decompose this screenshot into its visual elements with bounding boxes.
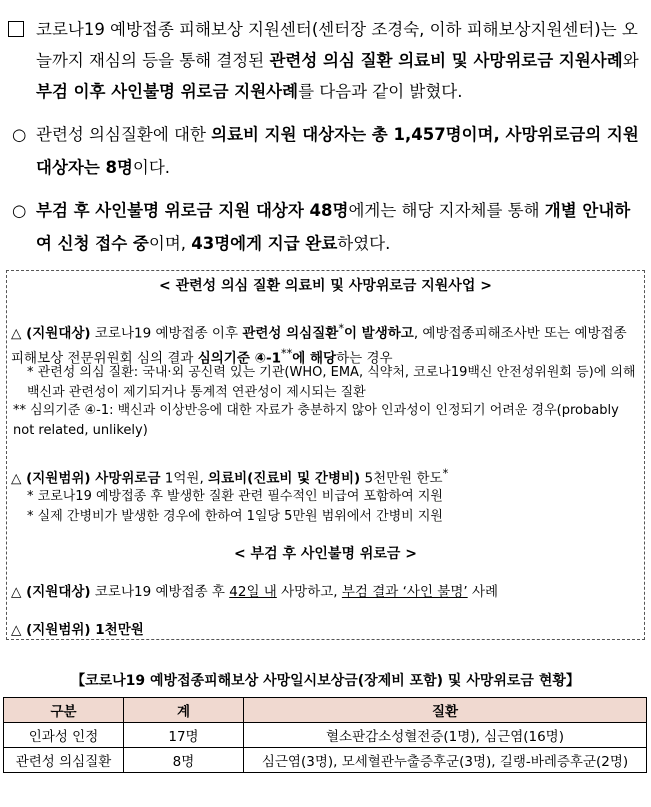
footnote-non-covered: * 코로나19 예방접종 후 발생한 질환 관련 필수적인 비급여 포함하여 지원 [27, 489, 443, 504]
bold: 이 발생하고 [343, 325, 414, 342]
footnote-mark: * [338, 322, 344, 335]
footnote-related-disease: * 관련성 의심 질환: 국내·외 공신력 있는 기관(WHO, EMA, 식약처, 코로나19백신 안전성위원회 등)에 의해 백신과 관련성이 제기되거나 통계적 연관성이 제시되는 질환 [27, 365, 636, 400]
bullet1-bold: 의료비 지원 대상자는 총 1,457명이며, 사망위로금의 지원 대상자는 8명 [36, 125, 639, 177]
label: △ (지원범위) [11, 470, 91, 487]
support-program-panel [6, 270, 645, 640]
lead-text-3: 를 다음과 같이 밝혔다. [298, 82, 463, 101]
table-cell: 심근염(3명), 모세혈관누출증후군(3명), 길랭-바레증후군(2명) [244, 748, 647, 773]
bullet-autopsy-support [12, 194, 644, 260]
table-cell: 인과성 인정 [4, 723, 124, 748]
target-eligibility-medical [11, 319, 639, 368]
footnote-caregiver: * 실제 간병비가 발생한 경우에 한하여 1일당 5만원 범위에서 간병비 지원 [27, 509, 443, 524]
text: , 예방접종피해조사반 또는 예방접종피해보상 전문위원회 심의 결과 [11, 325, 627, 366]
scope-autopsy [11, 620, 639, 640]
table-cell: 8명 [124, 748, 244, 773]
target-eligibility-autopsy [11, 582, 639, 602]
bold: 사망위로금 [90, 470, 161, 487]
table-row [4, 748, 647, 773]
label: △ (지원대상) [11, 325, 91, 342]
square-bullet-icon [8, 21, 24, 37]
table-caption: 【코로나19 예방접종피해보상 사망일시보상금(장제비 포함) 및 사망위로금 현황】 [71, 673, 580, 689]
text: 1억원, [160, 470, 209, 487]
circle-bullet-icon: ○ [12, 201, 27, 220]
footnote-mark: ** [281, 346, 293, 360]
bullet2-bold-1: 부검 후 사인불명 위로금 지원 대상자 48명 [36, 201, 349, 220]
text: 하는 경우 [336, 350, 393, 366]
bullet1-text-1: 관련성 의심질환에 대한 [36, 125, 212, 144]
footnote-criteria: ** 심의기준 ④-1: 백신과 이상반응에 대한 자료가 충분하지 않아 인과성이 인정되기 어려운 경우(probably not related, unlikely) [13, 403, 619, 438]
label: △ (지원범위) [11, 622, 91, 638]
compensation-table [3, 697, 647, 773]
panel-title-autopsy: < 부검 후 사인불명 위로금 > [233, 546, 418, 562]
scope-medical [11, 464, 639, 489]
bold: 1천만원 [90, 622, 144, 638]
table-row [4, 723, 647, 748]
bold: 관련성 의심질환 [242, 325, 339, 342]
panel-title-medical: < 관련성 의심 질환 의료비 및 사망위로금 지원사업 > [159, 278, 492, 294]
label: △ (지원대상) [11, 584, 91, 600]
underlined: 42일 내 [229, 584, 277, 600]
column-header: 구분 [4, 698, 124, 723]
text: 5천만원 한도 [360, 470, 443, 487]
bold: 에 해당 [292, 350, 337, 366]
column-header: 계 [124, 698, 244, 723]
lead-text-2: 와 [622, 51, 639, 70]
bullet2-text-3: 하였다. [337, 234, 391, 253]
bullet-medical-support [12, 118, 644, 184]
text: 코로나19 예방접종 이후 [90, 325, 243, 342]
column-header: 질환 [244, 698, 647, 723]
table-header-row [4, 698, 647, 723]
text: 사망하고, [276, 584, 342, 600]
lead-paragraph [8, 14, 644, 107]
underlined: 부검 결과 ‘사인 불명’ [341, 584, 468, 600]
table-cell: 관련성 의심질환 [4, 748, 124, 773]
bullet2-bold-2: 개별 안내하여 신청 접수 중 [36, 201, 631, 253]
bullet2-text-1: 에게는 해당 지자체를 통해 [348, 201, 545, 220]
circle-bullet-icon: ○ [12, 125, 27, 144]
table-cell: 17명 [124, 723, 244, 748]
bold: 심의기준 ④-1 [197, 350, 281, 366]
text: 사례 [467, 584, 499, 600]
bold: 의료비(진료비 및 간병비) [208, 470, 361, 487]
table-cell: 혈소판감소성혈전증(1명), 심근염(16명) [244, 723, 647, 748]
lead-text-1: 코로나19 예방접종 피해보상 지원센터(센터장 조경숙, 이하 피해보상지원센터)는 오늘까지 재심의 등을 통해 결정된 [36, 20, 638, 70]
lead-bold-1: 관련성 의심 질환 의료비 및 사망위로금 지원사례 [269, 51, 623, 70]
lead-bold-2: 부검 이후 사인불명 위로금 지원사례 [36, 82, 299, 101]
bullet2-text-2: 이며, [148, 234, 192, 253]
text: 코로나19 예방접종 후 [90, 584, 230, 600]
bullet1-text-2: 이다. [132, 158, 171, 177]
bullet2-bold-3: 43명에게 지급 완료 [191, 234, 338, 253]
footnote-mark: * [442, 467, 449, 480]
